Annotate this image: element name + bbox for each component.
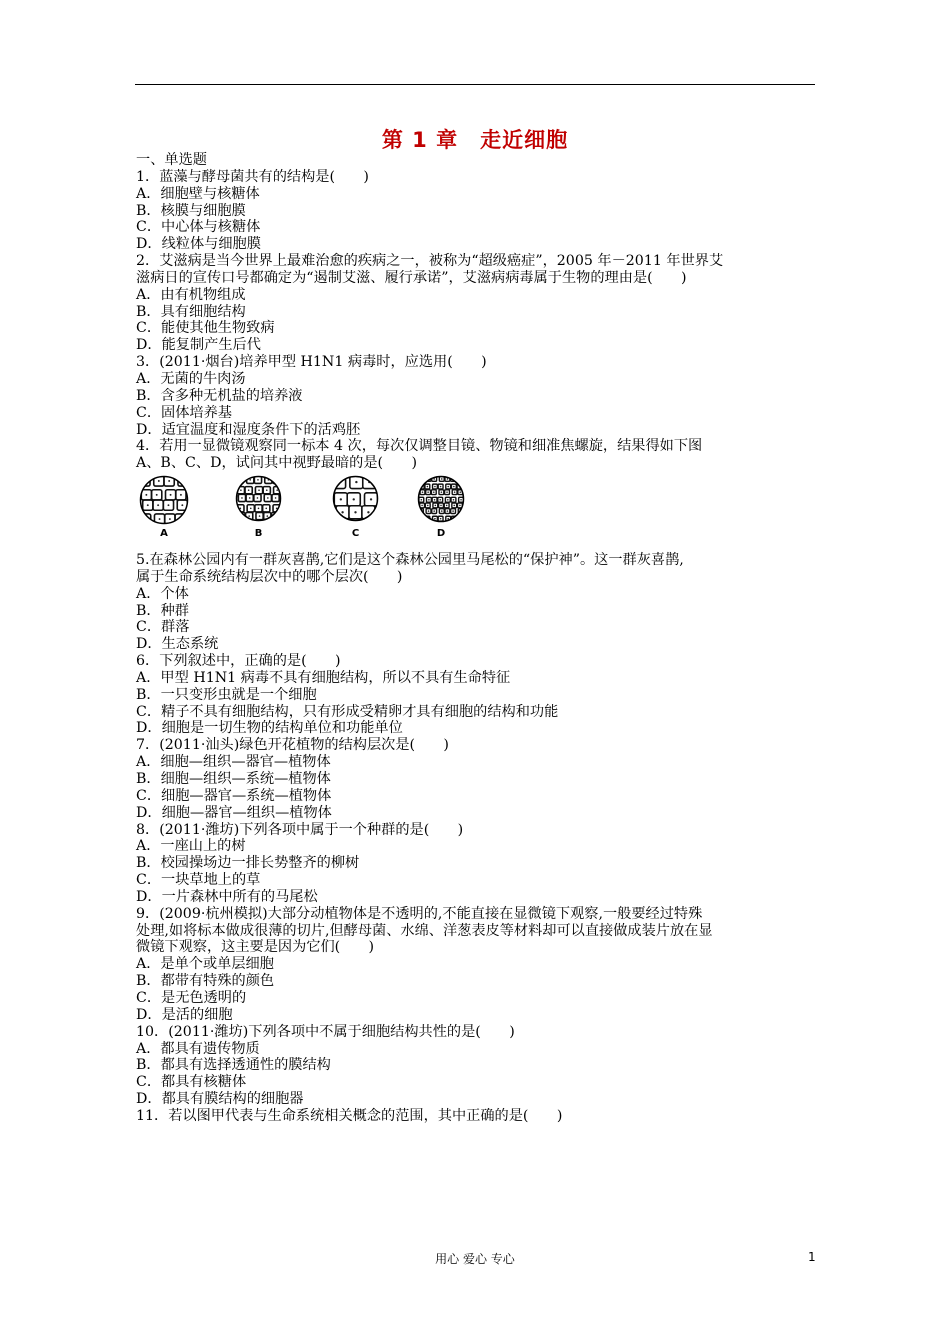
answer-option: C．固体培养基 bbox=[136, 404, 232, 421]
answer-option: A．细胞—组织—器官—植物体 bbox=[136, 754, 331, 771]
microscope-field-c bbox=[332, 475, 379, 522]
figure-label-c: C bbox=[351, 528, 360, 540]
answer-option: A．甲型 H1N1 病毒不具有细胞结构，所以不具有生命特征 bbox=[136, 669, 511, 686]
answer-option: B．种群 bbox=[136, 602, 189, 619]
section-heading: 一、单选题 bbox=[136, 152, 207, 168]
question-stem-line: 4．若用一显微镜观察同一标本 4 次，每次仅调整目镜、物镜和细准焦螺旋，结果得如下图 bbox=[136, 438, 703, 455]
cell-view-icon bbox=[417, 475, 465, 523]
question-stem-line: 1．蓝藻与酵母菌共有的结构是( ) bbox=[136, 168, 369, 185]
question bbox=[136, 253, 816, 354]
answer-option: D．生态系统 bbox=[136, 636, 219, 653]
microscope-field-b bbox=[235, 475, 282, 522]
answer-option: B．细胞—组织—系统—植物体 bbox=[136, 771, 331, 787]
question bbox=[136, 906, 816, 1024]
answer-option: B．都具有选择透通性的膜结构 bbox=[136, 1057, 331, 1074]
question-stem-line: 7．(2011·汕头)绿色开花植物的结构层次是( ) bbox=[136, 737, 449, 754]
cell-view-icon bbox=[235, 475, 282, 522]
microscope-field-d bbox=[417, 475, 465, 523]
question-stem-line: A、B、C、D，试问其中视野最暗的是( ) bbox=[136, 455, 417, 472]
answer-option: A．个体 bbox=[136, 585, 189, 602]
question-stem-line: 微镜下观察，这主要是因为它们( ) bbox=[136, 939, 375, 956]
question-stem-line: 3．(2011·烟台)培养甲型 H1N1 病毒时，应选用( ) bbox=[136, 354, 487, 371]
figure-label-b: B bbox=[254, 528, 263, 540]
answer-option: D．线粒体与细胞膜 bbox=[136, 236, 261, 253]
question-stem-line: 8．(2011·潍坊)下列各项中属于一个种群的是( ) bbox=[136, 821, 464, 838]
answer-option: D．细胞是一切生物的结构单位和功能单位 bbox=[136, 720, 403, 737]
microscope-field-a bbox=[139, 475, 189, 525]
question bbox=[136, 438, 816, 472]
question-stem-line: 10．(2011·潍坊)下列各项中不属于细胞结构共性的是( ) bbox=[136, 1023, 515, 1040]
answer-option: A．是单个或单层细胞 bbox=[136, 956, 274, 973]
answer-option: A．细胞壁与核糖体 bbox=[136, 185, 260, 202]
answer-option: C．精子不具有细胞结构，只有形成受精卵才具有细胞的结构和功能 bbox=[136, 703, 559, 720]
answer-option: B．核膜与细胞膜 bbox=[136, 202, 246, 219]
questions-container bbox=[136, 169, 816, 1125]
question bbox=[136, 1108, 816, 1125]
question-stem-line: 9．(2009·杭州模拟)大部分动植物体是不透明的,不能直接在显微镜下观察,一般要经过特殊 bbox=[136, 905, 703, 922]
answer-option: C．一块草地上的草 bbox=[136, 872, 261, 889]
answer-option: B．都带有特殊的颜色 bbox=[136, 973, 275, 990]
question bbox=[136, 822, 816, 906]
question bbox=[136, 653, 816, 737]
answer-option: B．一只变形虫就是一个细胞 bbox=[136, 686, 317, 703]
question-stem-line: 11．若以图甲代表与生命系统相关概念的范围，其中正确的是( ) bbox=[136, 1107, 563, 1124]
cell-view-icon bbox=[139, 475, 189, 525]
question bbox=[136, 1024, 816, 1108]
question bbox=[136, 552, 816, 653]
question bbox=[136, 169, 816, 253]
answer-option: C．群落 bbox=[136, 619, 190, 636]
answer-option: D．适宜温度和湿度条件下的活鸡胚 bbox=[136, 421, 361, 438]
question-stem-line: 属于生命系统结构层次中的哪个层次( ) bbox=[136, 568, 403, 585]
answer-option: A．都具有遗传物质 bbox=[136, 1040, 260, 1057]
answer-option: B．校园操场边一排长势整齐的柳树 bbox=[136, 855, 360, 872]
question-stem-line: 处理,如将标本做成很薄的切片,但酵母菌、水绵、洋葱表皮等材料却可以直接做成装片放在显 bbox=[136, 922, 713, 939]
answer-option: C．都具有核糖体 bbox=[136, 1074, 247, 1091]
question-stem-line: 5.在森林公园内有一群灰喜鹊,它们是这个森林公园里马尾松的“保护神”。这一群灰喜鹊, bbox=[136, 552, 684, 569]
answer-option: D．细胞—器官—组织—植物体 bbox=[136, 804, 332, 821]
answer-option: B．含多种无机盐的培养液 bbox=[136, 387, 303, 404]
question bbox=[136, 737, 816, 821]
answer-option: D．是活的细胞 bbox=[136, 1006, 233, 1023]
answer-option: A．无菌的牛肉汤 bbox=[136, 370, 246, 387]
microscope-fields-figure bbox=[136, 472, 476, 552]
answer-option: C．细胞—器官—系统—植物体 bbox=[136, 787, 332, 804]
figure-label-d: D bbox=[436, 528, 446, 540]
question-stem-line: 2．艾滋病是当今世界上最难治愈的疾病之一，被称为“超级癌症”，2005 年－2011 年世界艾 bbox=[136, 253, 724, 270]
answer-option: C．能使其他生物致病 bbox=[136, 320, 275, 337]
figure-label-a: A bbox=[160, 528, 168, 540]
cell-view-icon bbox=[332, 475, 379, 522]
question-stem-line: 6．下列叙述中，正确的是( ) bbox=[136, 653, 341, 670]
answer-option: D．一片森林中所有的马尾松 bbox=[136, 888, 318, 905]
answer-option: A．一座山上的树 bbox=[136, 838, 246, 855]
question bbox=[136, 354, 816, 438]
answer-option: C．是无色透明的 bbox=[136, 989, 247, 1006]
answer-option: D．都具有膜结构的细胞器 bbox=[136, 1091, 304, 1108]
answer-option: D．能复制产生后代 bbox=[136, 337, 261, 354]
header-rule bbox=[135, 84, 815, 85]
answer-option: A．由有机物组成 bbox=[136, 286, 246, 303]
answer-option: C．中心体与核糖体 bbox=[136, 219, 261, 236]
question-list bbox=[136, 152, 816, 1125]
page-number: 1 bbox=[808, 1250, 816, 1264]
answer-option: B．具有细胞结构 bbox=[136, 303, 246, 320]
chapter-title: 第 1 章 走近细胞 bbox=[381, 128, 569, 152]
question-stem-line: 滋病日的宣传口号都确定为“遏制艾滋、履行承诺”，艾滋病病毒属于生物的理由是( ) bbox=[136, 269, 687, 286]
page-footer: 用心 爱心 专心 bbox=[435, 1252, 515, 1266]
